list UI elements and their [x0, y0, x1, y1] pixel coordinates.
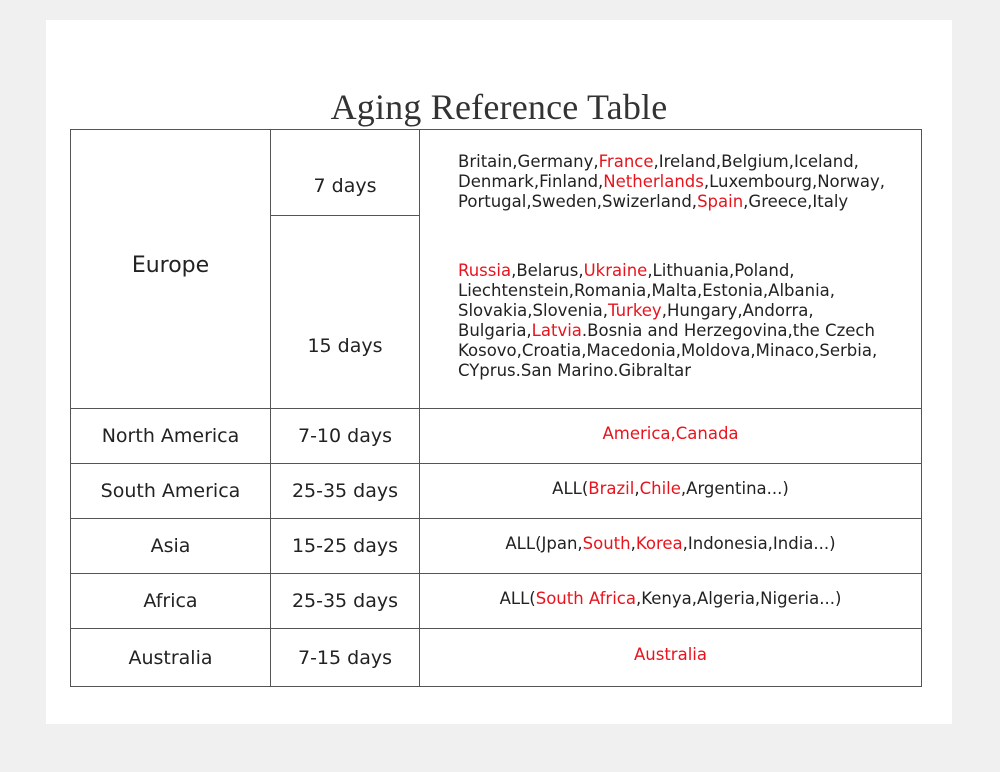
days-cell — [271, 629, 419, 686]
highlighted-country: Chile — [639, 478, 681, 498]
country-text: ,Lithuania,Poland, Liechtenstein,Romania,Malta,Estonia,Albania, Slovakia,Slovenia, — [458, 261, 836, 320]
highlighted-country: Spain — [697, 192, 744, 211]
country-text: , — [634, 478, 640, 498]
highlighted-country: Russia — [458, 261, 512, 280]
highlighted-country: Brazil — [588, 478, 635, 498]
country-text: ,Indonesia,India...) — [682, 533, 836, 553]
country-text: ALL(Jpan, — [505, 533, 583, 553]
days-cell — [271, 409, 419, 463]
country-text: ,Luxembourg,Norway, Portugal,Sweden,Swizerland, — [458, 172, 886, 211]
country-text: .Bosnia and Herzegovina,the Czech Kosovo,Croatia,Macedonia,Moldova,Minaco,Serbia, CYprus.San Marino.Gibraltar — [458, 321, 878, 380]
country-text: ,Belarus, — [511, 261, 584, 280]
country-text: ,Kenya,Algeria,Nigeria...) — [635, 588, 842, 608]
countries-cell — [420, 629, 921, 680]
highlighted-country: Korea — [635, 533, 683, 553]
countries-cell — [420, 464, 921, 512]
region-cell — [71, 464, 270, 518]
region-cell-europe — [71, 130, 270, 400]
days-label: 7-10 days — [297, 425, 392, 447]
region-cell — [71, 629, 270, 686]
days-cell — [271, 519, 419, 573]
countries-list — [505, 534, 835, 553]
region-cell — [71, 574, 270, 628]
region-label: South America — [100, 480, 241, 502]
highlighted-country: Netherlands — [603, 172, 704, 191]
countries-list — [602, 424, 738, 443]
region-label: Asia — [150, 535, 191, 557]
highlighted-country: Latvia — [531, 321, 582, 340]
country-text: ,Argentina...) — [680, 478, 789, 498]
country-text: ALL( — [552, 478, 589, 498]
region-cell — [71, 519, 270, 573]
countries-cell — [420, 574, 921, 622]
days-label: 7-15 days — [297, 646, 392, 669]
days-cell — [271, 464, 419, 518]
countries-list — [500, 589, 842, 608]
region-label: North America — [101, 425, 240, 447]
highlighted-country: South Africa — [535, 588, 636, 608]
highlighted-country: Ukraine — [583, 261, 648, 280]
country-text: ,Ireland,Belgium,Iceland, Denmark,Finland, — [458, 152, 859, 191]
highlighted-country: Turkey — [608, 301, 662, 320]
region-label: Africa — [143, 590, 198, 612]
highlighted-country: South — [582, 533, 631, 553]
days-cell — [271, 574, 419, 628]
days-label: 7 days — [313, 175, 377, 197]
country-text: ,Greece,Italy — [743, 192, 849, 211]
aging-table — [70, 129, 922, 687]
page-title: Aging Reference Table — [330, 87, 668, 127]
countries-list — [552, 479, 789, 498]
days-label: 25-35 days — [291, 480, 399, 502]
countries-europe-7 — [458, 152, 928, 212]
country-text: , — [630, 533, 636, 553]
days-label: 25-35 days — [291, 590, 399, 612]
region-label: Australia — [128, 646, 213, 669]
highlighted-country: Australia — [634, 645, 707, 664]
highlighted-country: France — [598, 152, 654, 171]
region-cell — [71, 409, 270, 463]
countries-cell — [420, 409, 921, 457]
days-label: 15-25 days — [291, 535, 399, 557]
country-text: ,Hungary,Andorra, Bulgaria, — [458, 301, 814, 340]
country-text: Britain,Germany, — [458, 152, 599, 171]
countries-cell — [420, 519, 921, 567]
countries-list — [634, 645, 707, 664]
country-text: ALL( — [499, 588, 536, 608]
days-label: 15 days — [307, 335, 383, 357]
countries-europe-15 — [458, 261, 928, 381]
highlighted-country: America,Canada — [602, 423, 739, 443]
region-label: Europe — [131, 252, 210, 278]
